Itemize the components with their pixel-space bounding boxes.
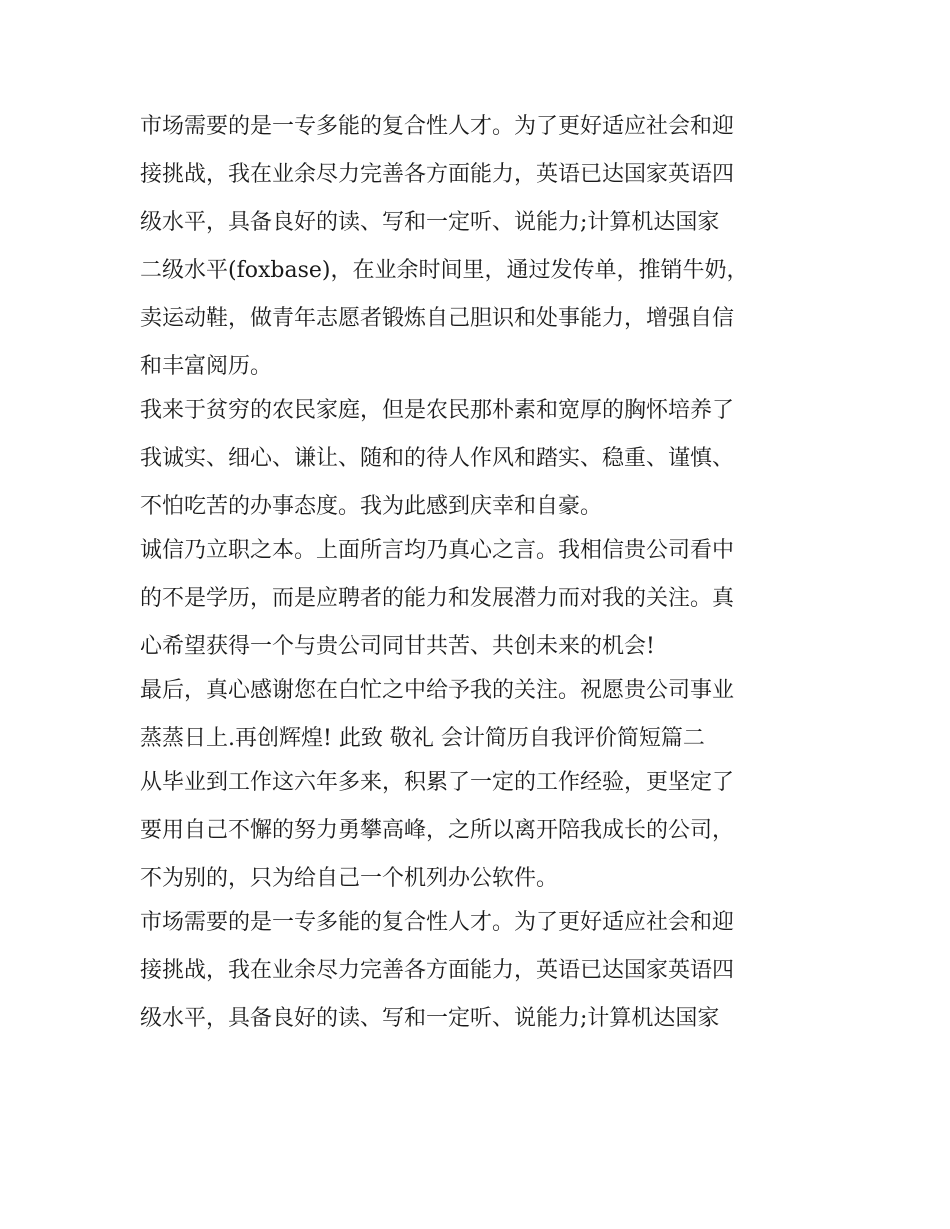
- text-line: 级水平，具备良好的读、写和一定听、说能力;计算机达国家: [140, 210, 720, 235]
- text-line: 不为别的，只为给自己一个机列办公软件。: [140, 866, 559, 891]
- text-line: 我来于贫穷的农民家庭，但是农民那朴素和宽厚的胸怀培养了: [140, 398, 735, 423]
- text-line: 卖运动鞋，做青年志愿者锻炼自己胆识和处事能力，增强自信: [140, 306, 735, 331]
- text-line: 的不是学历，而是应聘者的能力和发展潜力而对我的关注。真: [140, 586, 735, 611]
- text-line: 和丰富阅历。: [140, 354, 273, 379]
- text-line: 接挑战，我在业余尽力完善各方面能力，英语已达国家英语四: [140, 958, 735, 983]
- text-line: 我诚实、细心、谦让、随和的待人作风和踏实、稳重、谨慎、: [140, 446, 735, 471]
- text-line: 心希望获得一个与贵公司同甘共苦、共创未来的机会!: [140, 634, 655, 659]
- text-line: 级水平，具备良好的读、写和一定听、说能力;计算机达国家: [140, 1006, 720, 1031]
- text-line: 市场需要的是一专多能的复合性人才。为了更好适应社会和迎: [140, 114, 735, 139]
- text-line: 不怕吃苦的办事态度。我为此感到庆幸和自豪。: [140, 494, 603, 519]
- text-line: 蒸蒸日上.再创辉煌! 此致 敬礼 会计简历自我评价简短篇二: [140, 726, 705, 751]
- text-line: 市场需要的是一专多能的复合性人才。为了更好适应社会和迎: [140, 910, 735, 935]
- text-line: 接挑战，我在业余尽力完善各方面能力，英语已达国家英语四: [140, 162, 735, 187]
- text-line: 要用自己不懈的努力勇攀高峰，之所以离开陪我成长的公司，: [140, 818, 735, 843]
- text-line: 最后，真心感谢您在白忙之中给予我的关注。祝愿贵公司事业: [140, 678, 735, 703]
- text-line: 从毕业到工作这六年多来，积累了一定的工作经验，更坚定了: [140, 770, 735, 795]
- text-line: 二级水平(foxbase)，在业余时间里，通过发传单，推销牛奶，: [140, 258, 749, 283]
- text-line: 诚信乃立职之本。上面所言均乃真心之言。我相信贵公司看中: [140, 538, 735, 563]
- document-body: [140, 108, 830, 1048]
